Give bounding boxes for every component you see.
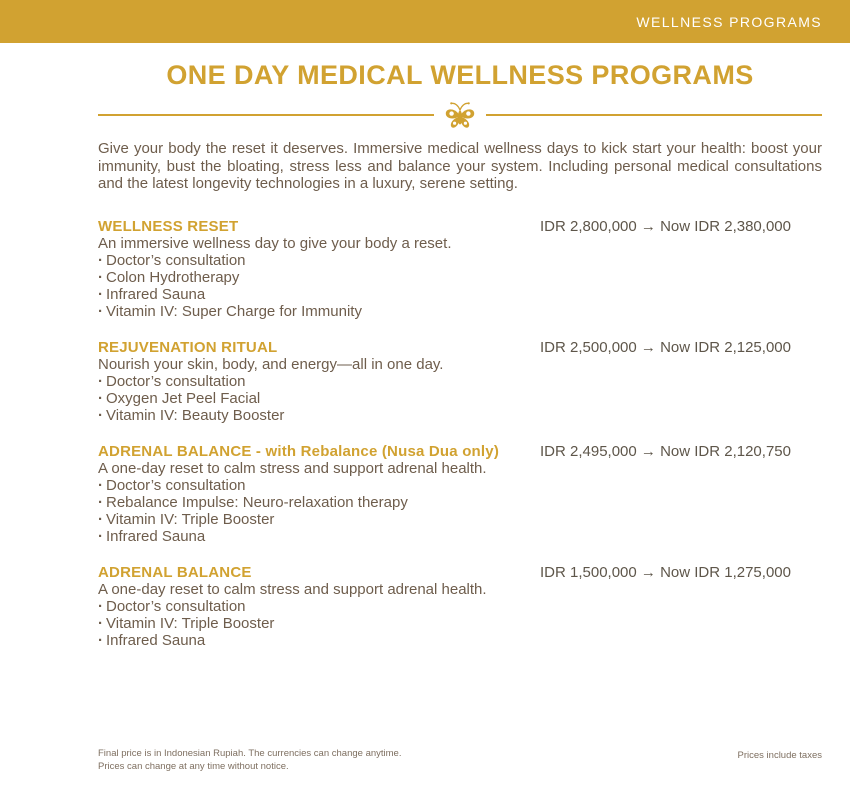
- program-details: [98, 339, 540, 424]
- program-item: · Vitamin IV: Triple Booster: [98, 511, 540, 528]
- program-name: ADRENAL BALANCE - with Rebalance (Nusa Dua only): [98, 442, 500, 460]
- program-description: Nourish your skin, body, and energy—all in one day.: [98, 355, 444, 373]
- divider-line-left: [98, 114, 434, 116]
- program-item: · Doctor’s consultation: [98, 373, 540, 390]
- program-section-adrenal-balance: [98, 564, 822, 649]
- program-name: ADRENAL BALANCE: [98, 563, 252, 581]
- program-name: REJUVENATION RITUAL: [98, 338, 278, 356]
- program-item: · Doctor’s consultation: [98, 252, 540, 269]
- top-banner: [0, 0, 850, 43]
- program-items: [98, 598, 540, 649]
- page-content: [98, 60, 822, 649]
- program-items: [98, 373, 540, 424]
- program-details: [98, 564, 540, 649]
- program-name: WELLNESS RESET: [98, 217, 239, 235]
- program-details: [98, 218, 540, 320]
- program-price: IDR 2,500,000 → Now IDR 2,125,000: [540, 338, 791, 356]
- program-items: [98, 252, 540, 320]
- page-footer: [98, 747, 822, 773]
- program-item: · Oxygen Jet Peel Facial: [98, 390, 540, 407]
- top-banner-label: WELLNESS PROGRAMS: [636, 13, 822, 30]
- program-item: · Colon Hydrotherapy: [98, 269, 540, 286]
- program-item: · Infrared Sauna: [98, 632, 540, 649]
- program-item: · Doctor’s consultation: [98, 598, 540, 615]
- program-items: [98, 477, 540, 545]
- program-price: IDR 2,800,000 → Now IDR 2,380,000: [540, 217, 791, 235]
- program-section-rejuvenation-ritual: [98, 339, 822, 424]
- program-section-wellness-reset: [98, 218, 822, 320]
- program-description: A one-day reset to calm stress and support adrenal health.: [98, 459, 487, 477]
- footer-disclaimer-line-2: Prices can change at any time without notice.: [98, 761, 289, 772]
- ornamental-divider: [98, 100, 822, 130]
- program-details: [98, 443, 540, 545]
- program-item: · Infrared Sauna: [98, 286, 540, 303]
- footer-taxes-note: Prices include taxes: [737, 750, 822, 761]
- program-price: IDR 2,495,000 → Now IDR 2,120,750: [540, 442, 791, 460]
- program-description: A one-day reset to calm stress and support adrenal health.: [98, 580, 487, 598]
- program-price: IDR 1,500,000 → Now IDR 1,275,000: [540, 563, 791, 581]
- program-item: · Vitamin IV: Triple Booster: [98, 615, 540, 632]
- program-item: · Rebalance Impulse: Neuro-relaxation therapy: [98, 494, 540, 511]
- program-section-adrenal-balance-rebalance: [98, 443, 822, 545]
- intro-paragraph: Give your body the reset it deserves. Immersive medical wellness days to kick start your health: boost your immunity, bust the bloating, stress less and balance your system. Including personal medical consultations and the latest longevity technologies in a luxury, serene setting.: [98, 140, 822, 192]
- program-item: · Infrared Sauna: [98, 528, 540, 545]
- program-item: · Vitamin IV: Super Charge for Immunity: [98, 303, 540, 320]
- program-item: · Vitamin IV: Beauty Booster: [98, 407, 540, 424]
- footer-disclaimer: [98, 747, 401, 773]
- page-title: ONE DAY MEDICAL WELLNESS PROGRAMS: [166, 60, 754, 90]
- program-description: An immersive wellness day to give your body a reset.: [98, 234, 452, 252]
- divider-line-right: [486, 114, 822, 116]
- program-item: · Doctor’s consultation: [98, 477, 540, 494]
- butterfly-icon: [443, 100, 477, 130]
- footer-disclaimer-line-1: Final price is in Indonesian Rupiah. The currencies can change anytime.: [98, 748, 402, 759]
